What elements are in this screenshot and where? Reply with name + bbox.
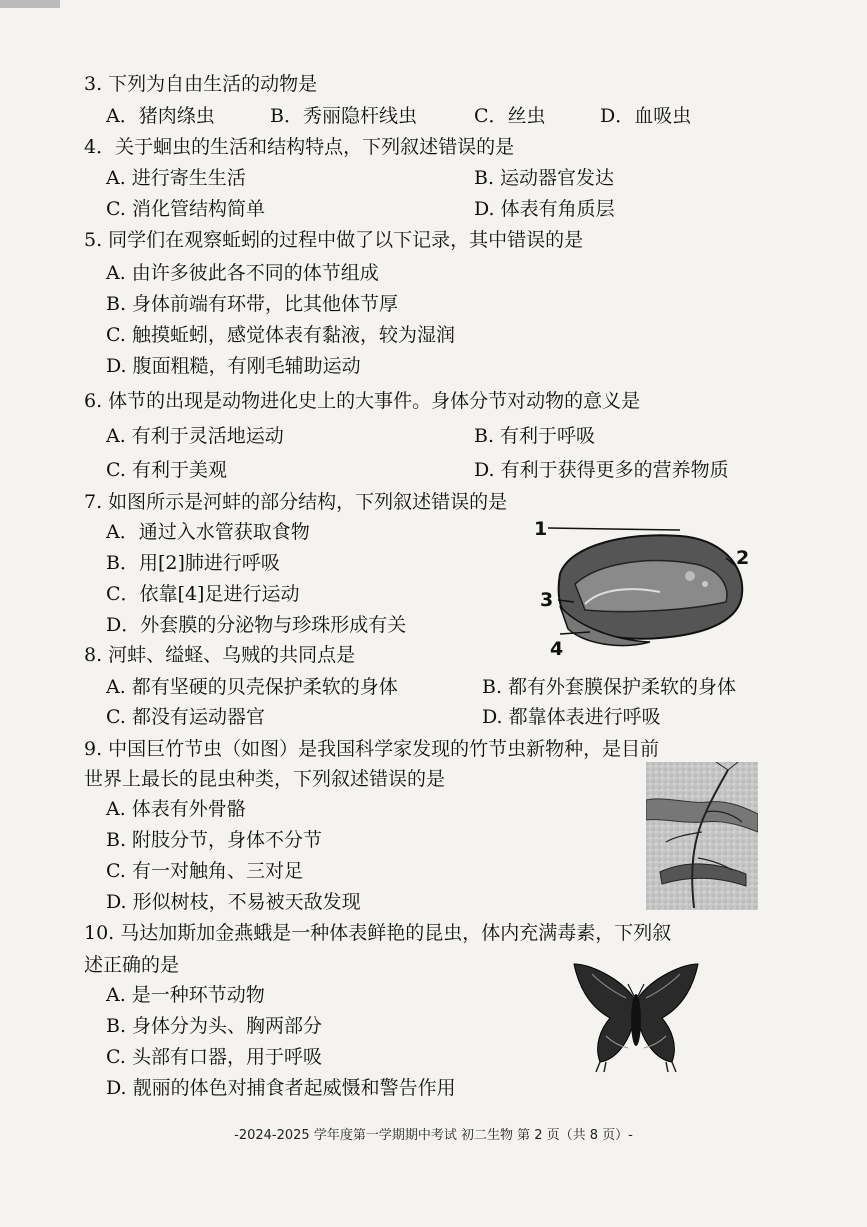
question-7-stem: 7. 如图所示是河蚌的部分结构，下列叙述错误的是 <box>84 491 508 513</box>
q5-option-a: A. 由许多彼此各不同的体节组成 <box>106 262 379 284</box>
q5-option-c: C. 触摸蚯蚓，感觉体表有黏液，较为湿润 <box>106 324 455 346</box>
mussel-figure <box>530 514 760 664</box>
q4-option-a: A. 进行寄生生活 <box>106 167 246 189</box>
q8-option-b: B. 都有外套膜保护柔软的身体 <box>482 676 737 698</box>
q3-option-a: A．猪肉绦虫 <box>106 105 215 127</box>
q6-option-b: B. 有利于呼吸 <box>474 425 596 447</box>
stick-insect-photo <box>646 762 758 910</box>
q9-option-a: A. 体表有外骨骼 <box>106 798 246 820</box>
q9-option-c: C. 有一对触角、三对足 <box>106 860 303 882</box>
q10-option-d: D. 靓丽的体色对捕食者起威慑和警告作用 <box>106 1077 456 1099</box>
question-10-stem-line2: 述正确的是 <box>84 954 180 976</box>
moth-figure <box>570 958 702 1074</box>
q8-option-a: A. 都有坚硬的贝壳保护柔软的身体 <box>106 676 398 698</box>
q7-option-c: C．依靠[4]足进行运动 <box>106 583 300 605</box>
q6-option-d: D. 有利于获得更多的营养物质 <box>474 459 729 481</box>
q7-option-a: A．通过入水管获取食物 <box>106 521 310 543</box>
q5-option-d: D. 腹面粗糙，有刚毛辅助运动 <box>106 355 361 377</box>
question-9-stem-line1: 9. 中国巨竹节虫（如图）是我国科学家发现的竹节虫新物种，是目前 <box>84 738 660 760</box>
q6-option-a: A. 有利于灵活地运动 <box>106 425 284 447</box>
q5-option-b: B. 身体前端有环带，比其他体节厚 <box>106 293 399 315</box>
scan-artifact <box>0 0 60 8</box>
question-10-stem-line1: 10. 马达加斯加金燕蛾是一种体表鲜艳的昆虫，体内充满毒素，下列叙 <box>84 922 672 944</box>
q4-option-c: C. 消化管结构简单 <box>106 198 265 220</box>
mussel-label-2: 2 <box>736 547 750 569</box>
q6-option-c: C. 有利于美观 <box>106 459 227 481</box>
q10-option-c: C. 头部有口器，用于呼吸 <box>106 1046 322 1068</box>
question-5-stem: 5. 同学们在观察蚯蚓的过程中做了以下记录，其中错误的是 <box>84 229 584 251</box>
q4-option-b: B. 运动器官发达 <box>474 167 615 189</box>
q10-option-a: A. 是一种环节动物 <box>106 984 265 1006</box>
q3-option-d: D．血吸虫 <box>600 105 692 127</box>
q9-option-d: D. 形似树枝，不易被天敌发现 <box>106 891 361 913</box>
q3-option-b: B．秀丽隐杆线虫 <box>270 105 417 127</box>
q7-option-d: D．外套膜的分泌物与珍珠形成有关 <box>106 614 407 636</box>
question-8-stem: 8. 河蚌、缢蛏、乌贼的共同点是 <box>84 644 356 666</box>
q9-option-b: B. 附肢分节，身体不分节 <box>106 829 323 851</box>
question-6-stem: 6. 体节的出现是动物进化史上的大事件。身体分节对动物的意义是 <box>84 390 641 412</box>
q8-option-c: C. 都没有运动器官 <box>106 706 265 728</box>
question-4-stem: 4．关于蛔虫的生活和结构特点，下列叙述错误的是 <box>84 136 515 158</box>
question-9-stem-line2: 世界上最长的昆虫种类，下列叙述错误的是 <box>84 768 446 790</box>
q3-option-c: C．丝虫 <box>474 105 546 127</box>
mussel-label-4: 4 <box>550 638 564 660</box>
q4-option-d: D. 体表有角质层 <box>474 198 615 220</box>
q7-option-b: B．用[2]肺进行呼吸 <box>106 552 280 574</box>
mussel-label-3: 3 <box>540 589 554 611</box>
question-3-stem: 3. 下列为自由生活的动物是 <box>84 73 318 95</box>
mussel-label-1: 1 <box>534 518 548 540</box>
q8-option-d: D. 都靠体表进行呼吸 <box>482 706 661 728</box>
q10-option-b: B. 身体分为头、胸两部分 <box>106 1015 323 1037</box>
page-footer: -2024-2025 学年度第一学期期中考试 初二生物 第 2 页（共 8 页）- <box>234 1128 633 1143</box>
